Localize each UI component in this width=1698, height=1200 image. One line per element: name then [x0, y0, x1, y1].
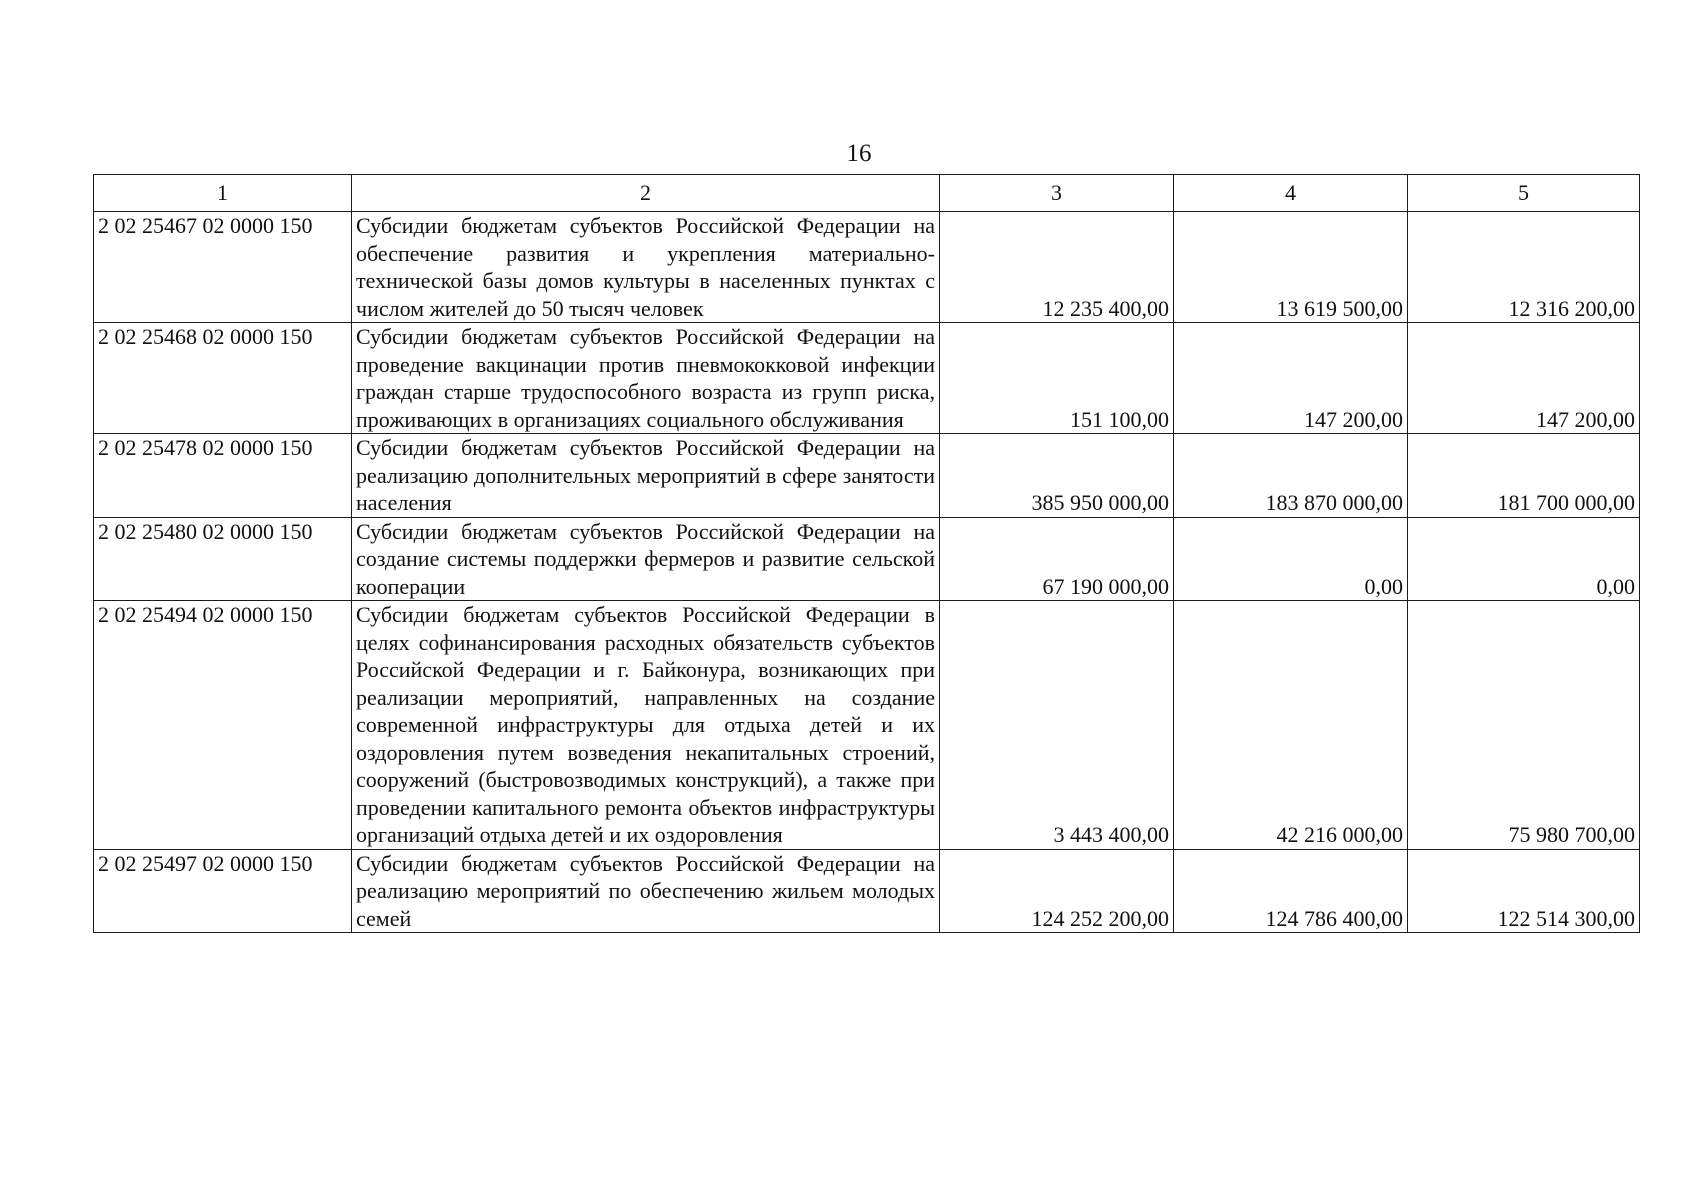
amount-col5-cell: 147 200,00: [1408, 323, 1640, 434]
amount-col3-cell: 12 235 400,00: [940, 212, 1174, 323]
budget-code-cell: 2 02 25478 02 0000 150: [94, 434, 352, 518]
page-number: 16: [846, 140, 872, 167]
description-cell: Субсидии бюджетам субъектов Российской Федерации на создание системы поддержки фермеров и развитие сельской кооперации: [352, 517, 940, 601]
description-cell: Субсидии бюджетам субъектов Российской Федерации на реализацию дополнительных мероприятий в сфере занятости населения: [352, 434, 940, 518]
description-cell: Субсидии бюджетам субъектов Российской Федерации на обеспечение развития и укрепления материально-технической базы домов культуры в населенных пунктах с числом жителей до 50 тысяч человек: [352, 212, 940, 323]
amount-col5-cell: 12 316 200,00: [1408, 212, 1640, 323]
amount-col5-cell: 122 514 300,00: [1408, 849, 1640, 933]
column-header: 1: [94, 175, 352, 212]
amount-col5-cell: 75 980 700,00: [1408, 601, 1640, 850]
column-header: 2: [352, 175, 940, 212]
column-header: 3: [940, 175, 1174, 212]
table-row: [94, 601, 1640, 850]
table-row: [94, 212, 1640, 323]
description-cell: Субсидии бюджетам субъектов Российской Федерации в целях софинансирования расходных обязательств субъектов Российской Федерации и г. Байконура, возникающих при реализации мероприятий, направленных на создание современной инфраструктуры для отдыха детей и их оздоровления путем возведения некапитальных строений, сооружений (быстровозводимых конструкций), а также при проведении капитального ремонта объектов инфраструктуры организаций отдыха детей и их оздоровления: [352, 601, 940, 850]
amount-col3-cell: 385 950 000,00: [940, 434, 1174, 518]
table-row: [94, 323, 1640, 434]
amount-col3-cell: 67 190 000,00: [940, 517, 1174, 601]
amount-col3-cell: 151 100,00: [940, 323, 1174, 434]
amount-col5-cell: 0,00: [1408, 517, 1640, 601]
table-row: [94, 517, 1640, 601]
amount-col4-cell: 124 786 400,00: [1174, 849, 1408, 933]
budget-table: [93, 174, 1640, 933]
table-header-row: [94, 175, 1640, 212]
description-cell: Субсидии бюджетам субъектов Российской Федерации на реализацию мероприятий по обеспечению жильем молодых семей: [352, 849, 940, 933]
budget-code-cell: 2 02 25497 02 0000 150: [94, 849, 352, 933]
description-cell: Субсидии бюджетам субъектов Российской Федерации на проведение вакцинации против пневмококковой инфекции граждан старше трудоспособного возраста из групп риска, проживающих в организациях социального обслуживания: [352, 323, 940, 434]
budget-code-cell: 2 02 25480 02 0000 150: [94, 517, 352, 601]
amount-col4-cell: 147 200,00: [1174, 323, 1408, 434]
amount-col3-cell: 124 252 200,00: [940, 849, 1174, 933]
budget-code-cell: 2 02 25494 02 0000 150: [94, 601, 352, 850]
amount-col4-cell: 0,00: [1174, 517, 1408, 601]
amount-col5-cell: 181 700 000,00: [1408, 434, 1640, 518]
table-row: [94, 434, 1640, 518]
table-row: [94, 849, 1640, 933]
amount-col4-cell: 42 216 000,00: [1174, 601, 1408, 850]
column-header: 4: [1174, 175, 1408, 212]
column-header: 5: [1408, 175, 1640, 212]
budget-code-cell: 2 02 25468 02 0000 150: [94, 323, 352, 434]
budget-code-cell: 2 02 25467 02 0000 150: [94, 212, 352, 323]
amount-col3-cell: 3 443 400,00: [940, 601, 1174, 850]
amount-col4-cell: 13 619 500,00: [1174, 212, 1408, 323]
amount-col4-cell: 183 870 000,00: [1174, 434, 1408, 518]
